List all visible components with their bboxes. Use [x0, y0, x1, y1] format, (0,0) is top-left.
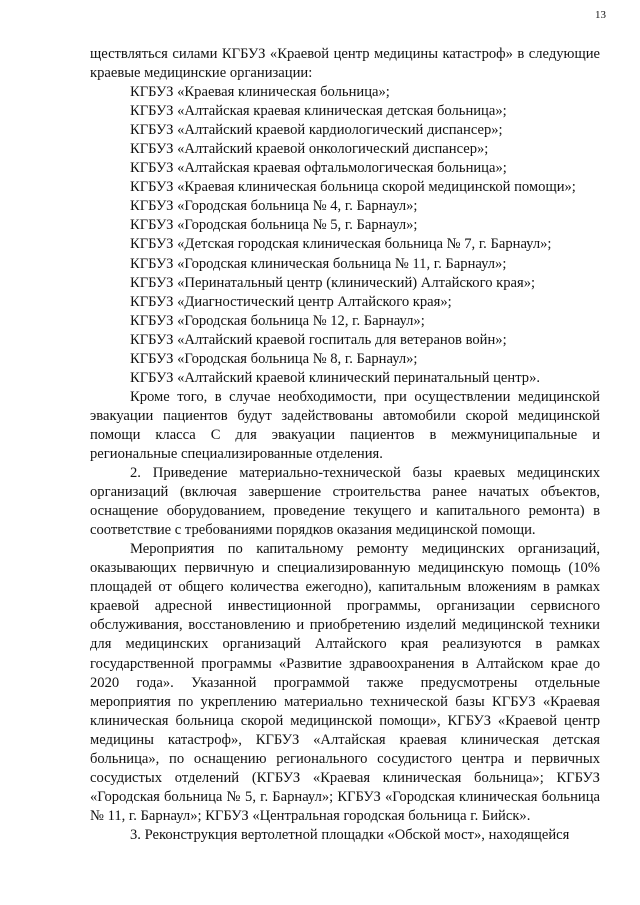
list-item: КГБУЗ «Перинатальный центр (клинический) Алтайского края»;	[130, 274, 536, 291]
list-item: КГБУЗ «Городская больница № 8, г. Барнаул»;	[130, 350, 418, 367]
evacuation-paragraph: Кроме того, в случае необходимости, при осуществлении медицинской эвакуации пациентов будут задействованы автомобили скорой медицинской помощи класса С для эвакуации пациентов в межмуниципальные и региональные специализированные отделения.	[90, 388, 600, 462]
page-number: 13	[595, 9, 606, 21]
list-item: КГБУЗ «Краевая клиническая больница»;	[130, 84, 390, 101]
list-item: КГБУЗ «Городская больница № 12, г. Барнаул»;	[130, 312, 425, 329]
list-item: КГБУЗ «Городская клиническая больница № 11, г. Барнаул»;	[130, 255, 507, 272]
list-item: КГБУЗ «Детская городская клиническая больница № 7, г. Барнаул»;	[130, 236, 552, 253]
list-item: КГБУЗ «Алтайская краевая офтальмологическая больница»;	[130, 160, 507, 177]
item-3-paragraph: 3. Реконструкция вертолетной площадки «Обской мост», находящейся	[130, 826, 570, 843]
list-item: КГБУЗ «Краевая клиническая больница скорой медицинской помощи»;	[130, 179, 576, 196]
organization-list	[90, 83, 600, 388]
intro-paragraph: ществляться силами КГБУЗ «Краевой центр медицины катастроф» в следующие краевые медицинские организации:	[90, 46, 600, 82]
document-body	[90, 45, 600, 845]
list-item: КГБУЗ «Алтайский краевой онкологический диспансер»;	[130, 141, 489, 158]
list-item: КГБУЗ «Алтайский краевой госпиталь для ветеранов войн»;	[130, 331, 507, 348]
list-item: КГБУЗ «Диагностический центр Алтайского края»;	[130, 293, 452, 310]
list-item: КГБУЗ «Алтайский краевой кардиологический диспансер»;	[130, 122, 503, 139]
repair-measures-paragraph: Мероприятия по капитальному ремонту медицинских организаций, оказывающих первичную и специализированную медицинскую помощь (10% площадей от общего количества ежегодно), капитальным вложениям в рамках краевой адресной инвестиционной программы, организации сервисного обслуживания, восстановлению и приобретению изделий медицинской техники для медицинских организаций Алтайского края реализуются в рамках государственной программы «Развитие здравоохранения в Алтайском крае до 2020 года». Указанной программой также предусмотрены отдельные мероприятия по укреплению материально технической базы КГБУЗ «Краевая клиническая больница скорой медицинской помощи», КГБУЗ «Краевой центр медицины катастроф», КГБУЗ «Алтайская краевая клиническая детская больница», по оснащению регионального сосудистого центра и первичных сосудистых отделений (КГБУЗ «Краевая клиническая больница»; КГБУЗ «Городская больница № 5, г. Барнаул»; КГБУЗ «Городская клиническая больница № 11, г. Барнаул»; КГБУЗ «Центральная городская больница г. Бийск».	[90, 541, 600, 824]
list-item: КГБУЗ «Городская больница № 5, г. Барнаул»;	[130, 217, 418, 234]
list-item: КГБУЗ «Алтайская краевая клиническая детская больница»;	[130, 103, 507, 120]
item-2-paragraph: 2. Приведение материально-технической базы краевых медицинских организаций (включая завершение строительства ранее начатых объектов, оснащение оборудованием, проведение текущего и капитального ремонта) в соответствие с требованиями порядков оказания медицинской помощи.	[90, 465, 600, 539]
list-item: КГБУЗ «Городская больница № 4, г. Барнаул»;	[130, 198, 418, 215]
list-item: КГБУЗ «Алтайский краевой клинический перинатальный центр».	[130, 369, 541, 386]
